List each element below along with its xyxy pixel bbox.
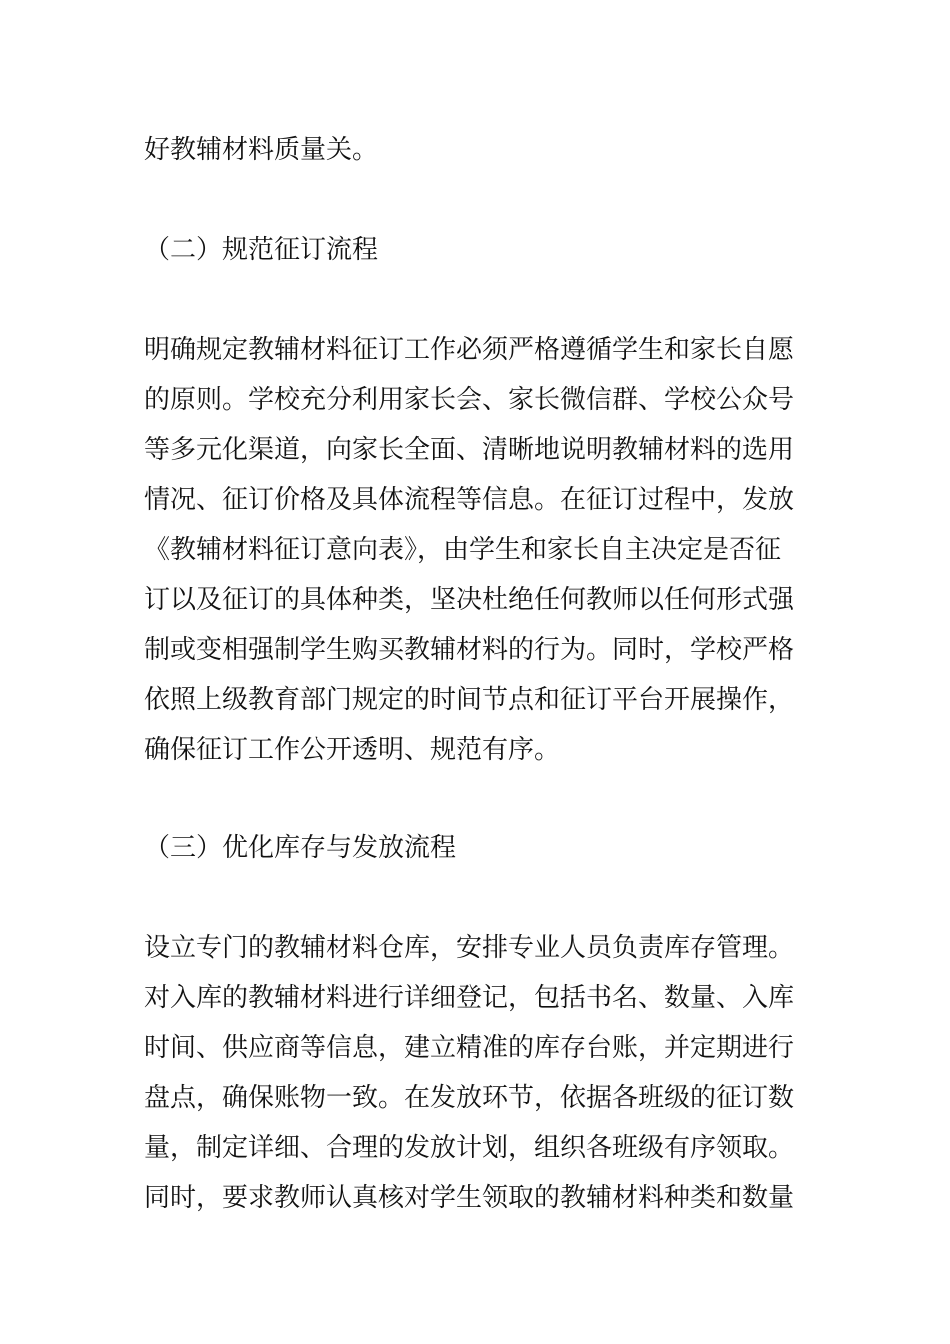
paragraph-line: 依照上级教育部门规定的时间节点和征订平台开展操作， [144,685,795,715]
paragraph-line: 盘点，确保账物一致。在发放环节，依据各班级的征订数 [144,1083,795,1113]
paragraph-line: 等多元化渠道，向家长全面、清晰地说明教辅材料的选用 [144,435,795,465]
paragraph-line: 订以及征订的具体种类，坚决杜绝任何教师以任何形式强 [144,585,795,615]
section-heading: （二）规范征订流程 [144,235,379,265]
section-heading: （三）优化库存与发放流程 [144,833,457,863]
paragraph-line: 确保征订工作公开透明、规范有序。 [144,735,561,765]
paragraph-line: 时间、供应商等信息，建立精准的库存台账，并定期进行 [144,1033,795,1063]
paragraph-line: 设立专门的教辅材料仓库，安排专业人员负责库存管理。 [144,933,795,963]
paragraph-line: 的原则。学校充分利用家长会、家长微信群、学校公众号 [144,385,795,415]
paragraph-line: 明确规定教辅材料征订工作必须严格遵循学生和家长自愿 [144,335,795,365]
paragraph-line: 情况、征订价格及具体流程等信息。在征订过程中，发放 [144,485,795,515]
paragraph-line: 好教辅材料质量关。 [144,135,379,165]
paragraph-line: 同时，要求教师认真核对学生领取的教辅材料种类和数量 [144,1183,795,1213]
paragraph-line: 量，制定详细、合理的发放计划，组织各班级有序领取。 [144,1133,795,1163]
paragraph-line: 《教辅材料征订意向表》，由学生和家长自主决定是否征 [144,535,782,565]
paragraph-line: 对入库的教辅材料进行详细登记，包括书名、数量、入库 [144,983,795,1013]
paragraph-line: 制或变相强制学生购买教辅材料的行为。同时，学校严格 [144,635,795,665]
